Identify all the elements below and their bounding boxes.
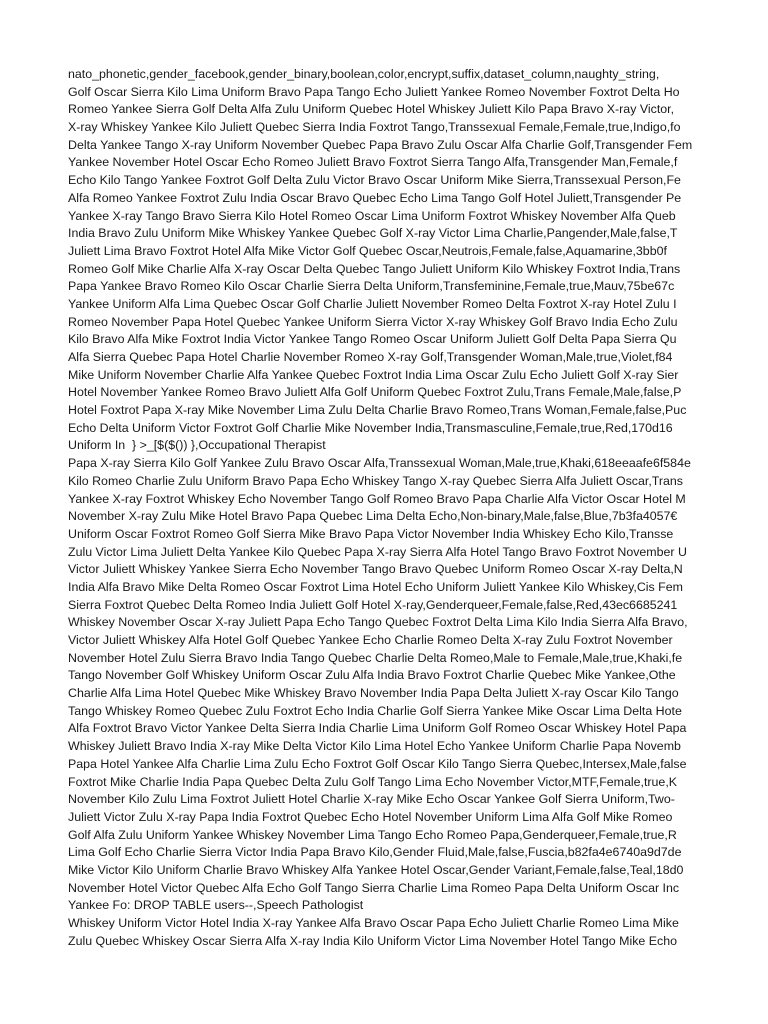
csv-text-line: Mike Victor Kilo Uniform Charlie Bravo Whiskey Alfa Yankee Hotel Oscar,Gender Variant,Female,false,Teal,18d0 (68, 862, 684, 877)
csv-text-line: Kilo Bravo Alfa Mike Foxtrot India Victor Yankee Tango Romeo Oscar Uniform Juliett Golf Delta Papa Sierra Qu (68, 332, 677, 347)
csv-text-line: Victor Juliett Whiskey Alfa Hotel Golf Quebec Yankee Echo Charlie Romeo Delta X-ray Zulu Foxtrot November (68, 633, 673, 647)
csv-text-line: Romeo Golf Mike Charlie Alfa X-ray Oscar Delta Quebec Tango Juliett Uniform Kilo Whiskey Foxtrot India,Trans (68, 261, 681, 276)
csv-document-body (68, 66, 701, 950)
csv-text-line: Echo Kilo Tango Yankee Foxtrot Golf Delta Zulu Victor Bravo Oscar Uniform Mike Sierra,Transsexual Person,Fe (68, 173, 681, 188)
csv-text-line: Foxtrot Mike Charlie India Papa Quebec Delta Zulu Golf Tango Lima Echo November Victor,MTF,Female,true,K (68, 774, 678, 789)
csv-text-line: Victor Juliett Whiskey Yankee Sierra Echo November Tango Bravo Quebec Uniform Romeo Oscar X-ray Delta,N (68, 562, 683, 577)
csv-text-line: Romeo November Papa Hotel Quebec Yankee Uniform Sierra Victor X-ray Whiskey Golf Bravo India Echo Zulu (68, 314, 678, 329)
csv-text-line: Whiskey Juliett Bravo India X-ray Mike Delta Victor Kilo Lima Hotel Echo Yankee Uniform Charlie Papa Novemb (68, 739, 681, 754)
csv-text-line: Yankee Uniform Alfa Lima Quebec Oscar Golf Charlie Juliett November Romeo Delta Foxtrot X-ray Hotel Zulu I (68, 296, 677, 311)
csv-header-line: nato_phonetic,gender_facebook,gender_binary,boolean,color,encrypt,suffix,dataset_column,naughty_string, (68, 67, 660, 81)
csv-text-line: Alfa Foxtrot Bravo Victor Yankee Delta Sierra India Charlie Lima Uniform Golf Romeo Oscar Whiskey Hotel Papa (68, 721, 687, 736)
csv-text-line: Juliett Victor Zulu X-ray Papa India Foxtrot Quebec Echo Hotel November Uniform Lima Alfa Golf Mike Romeo (68, 809, 673, 824)
csv-text-line: Golf Alfa Zulu Uniform Yankee Whiskey November Lima Tango Echo Romeo Papa,Genderqueer,Female,true,R (68, 827, 677, 842)
csv-text-line: Lima Golf Echo Charlie Sierra Victor India Papa Bravo Kilo,Gender Fluid,Male,false,Fuscia,b82fa4e6740a9d7de (68, 845, 682, 860)
csv-text-line: Uniform In } >_[$($()) },Occupational Therapist (68, 438, 326, 453)
csv-text-line: Zulu Victor Lima Juliett Delta Yankee Kilo Quebec Papa X-ray Sierra Alfa Hotel Tango Bravo Foxtrot November U (68, 544, 687, 559)
csv-text-line: Whiskey Uniform Victor Hotel India X-ray Yankee Alfa Bravo Oscar Papa Echo Juliett Charlie Romeo Lima Mike (68, 916, 679, 930)
csv-text-line: Papa X-ray Sierra Kilo Golf Yankee Zulu Bravo Oscar Alfa,Transsexual Woman,Male,true,Khaki,618eeaafe6f584e (68, 456, 691, 471)
csv-text-line: India Alfa Bravo Mike Delta Romeo Oscar Foxtrot Lima Hotel Echo Uniform Juliett Yankee Kilo Whiskey,Cis Fem (68, 579, 683, 594)
csv-text-line: Yankee Fo: DROP TABLE users--,Speech Pathologist (68, 898, 364, 913)
csv-text-line: Echo Delta Uniform Victor Foxtrot Golf Charlie Mike November India,Transmasculine,Female,true,Red,170d16 (68, 420, 673, 435)
csv-text-line: Charlie Alfa Lima Hotel Quebec Mike Whiskey Bravo November India Papa Delta Juliett X-ray Oscar Kilo Tango (68, 686, 679, 701)
csv-text-line: India Bravo Zulu Uniform Mike Whiskey Yankee Quebec Golf X-ray Victor Lima Charlie,Pangender,Male,false,T (68, 226, 678, 241)
csv-text-line: Papa Yankee Bravo Romeo Kilo Oscar Charlie Sierra Delta Uniform,Transfeminine,Female,true,Mauv,75be67c (68, 279, 675, 294)
csv-text-line: Alfa Sierra Quebec Papa Hotel Charlie November Romeo X-ray Golf,Transgender Woman,Male,true,Violet,f84 (68, 350, 673, 364)
csv-text-line: Uniform Oscar Foxtrot Romeo Golf Sierra Mike Bravo Papa Victor November India Whiskey Echo Kilo,Transse (68, 526, 674, 541)
csv-text-line: Kilo Romeo Charlie Zulu Uniform Bravo Papa Echo Whiskey Tango X-ray Quebec Sierra Alfa Juliett Oscar,Trans (68, 473, 683, 488)
csv-text-line: Yankee November Hotel Oscar Echo Romeo Juliett Bravo Foxtrot Sierra Tango Alfa,Transgender Man,Female,f (68, 155, 678, 170)
csv-text-line: Zulu Quebec Whiskey Oscar Sierra Alfa X-ray India Kilo Uniform Victor Lima November Hotel Tango Mike Echo (68, 933, 677, 948)
csv-text-line: November X-ray Zulu Mike Hotel Bravo Papa Quebec Lima Delta Echo,Non-binary,Male,false,Blue,7b3fa4057€ (68, 509, 678, 524)
csv-text-line: Whiskey November Oscar X-ray Juliett Papa Echo Tango Quebec Foxtrot Delta Lima Kilo India Sierra Alfa Bravo, (68, 615, 688, 630)
csv-text-line: Hotel November Yankee Romeo Bravo Juliett Alfa Golf Uniform Quebec Foxtrot Zulu,Trans Female,Male,false,P (68, 385, 682, 400)
csv-text-line: Romeo Yankee Sierra Golf Delta Alfa Zulu Uniform Quebec Hotel Whiskey Juliett Kilo Papa Bravo X-ray Victor, (68, 102, 675, 117)
csv-text-line: Papa Hotel Yankee Alfa Charlie Lima Zulu Echo Foxtrot Golf Oscar Kilo Tango Sierra Quebec,Intersex,Male,false (68, 756, 687, 771)
csv-text-line: Delta Yankee Tango X-ray Uniform November Quebec Papa Bravo Zulu Oscar Alfa Charlie Golf,Transgender Fem (68, 137, 693, 152)
csv-text-line: Alfa Romeo Yankee Foxtrot Zulu India Oscar Bravo Quebec Echo Lima Tango Golf Hotel Juliett,Transgender Pe (68, 190, 682, 205)
csv-text-line: X-ray Whiskey Yankee Kilo Juliett Quebec Sierra India Foxtrot Tango,Transsexual Female,Female,true,Indigo,fo (68, 120, 681, 135)
csv-text-line: Sierra Foxtrot Quebec Delta Romeo India Juliett Golf Hotel X-ray,Genderqueer,Female,false,Red,43ec6685241 (68, 597, 678, 612)
csv-text-line: Golf Oscar Sierra Kilo Lima Uniform Bravo Papa Tango Echo Juliett Yankee Romeo November Foxtrot Delta Ho (68, 84, 680, 99)
csv-text-line: Juliett Lima Bravo Foxtrot Hotel Alfa Mike Victor Golf Quebec Oscar,Neutrois,Female,false,Aquamarine,3bb0f (68, 243, 667, 258)
csv-text-line: Mike Uniform November Charlie Alfa Yankee Quebec Foxtrot India Lima Oscar Zulu Echo Juliett Golf X-ray Sier (68, 367, 679, 382)
csv-text-line: Tango Whiskey Romeo Quebec Zulu Foxtrot Echo India Charlie Golf Sierra Yankee Mike Oscar Lima Delta Hote (68, 703, 682, 718)
csv-text-line: Hotel Foxtrot Papa X-ray Mike November Lima Zulu Delta Charlie Bravo Romeo,Trans Woman,Female,false,Puc (68, 403, 687, 418)
csv-text-line: Yankee X-ray Foxtrot Whiskey Echo November Tango Golf Romeo Bravo Papa Charlie Alfa Victor Oscar Hotel M (68, 491, 686, 506)
csv-text-line: November Hotel Zulu Sierra Bravo India Tango Quebec Charlie Delta Romeo,Male to Female,Male,true,Khaki,fe (68, 650, 683, 665)
csv-text-line: Yankee X-ray Tango Bravo Sierra Kilo Hotel Romeo Oscar Lima Uniform Foxtrot Whiskey November Alfa Queb (68, 208, 676, 223)
csv-text-line: November Kilo Zulu Lima Foxtrot Juliett Hotel Charlie X-ray Mike Echo Oscar Yankee Golf Sierra Uniform,Two- (68, 792, 675, 807)
csv-text-line: Tango November Golf Whiskey Uniform Oscar Zulu Alfa India Bravo Foxtrot Charlie Quebec Mike Yankee,Othe (68, 668, 676, 683)
csv-text-line: November Hotel Victor Quebec Alfa Echo Golf Tango Sierra Charlie Lima Romeo Papa Delta Uniform Oscar Inc (68, 880, 680, 895)
